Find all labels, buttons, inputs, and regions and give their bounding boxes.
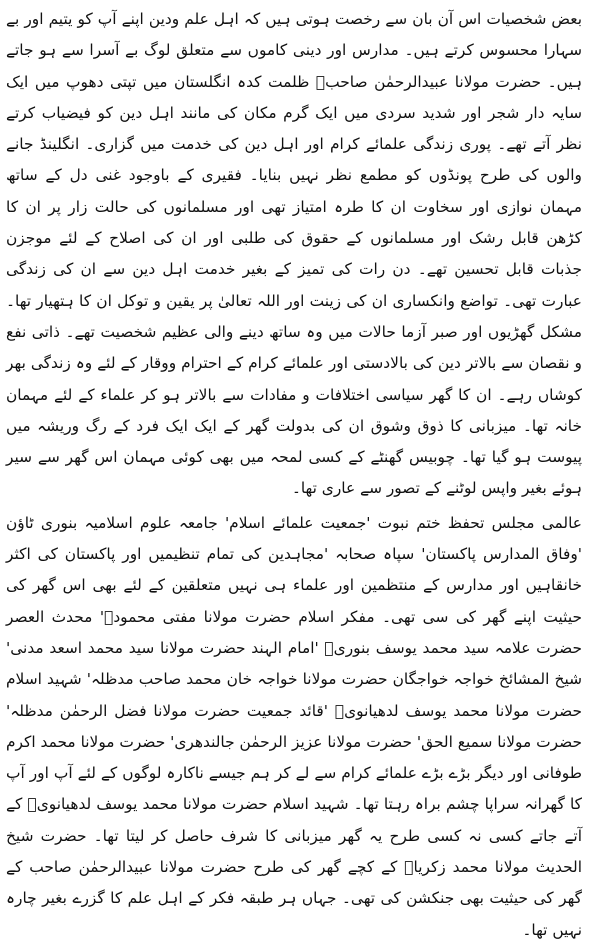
paragraph-1: بعض شخصیات اس آن بان سے رخصت ہوتی ہیں کہ اہل علم ودین اپنے آپ کو یتیم اور بے سہارا محسوس کرتے ہیں۔ مدارس اور دینی کاموں سے متعلق لوگ بے آسرا سے ہو جاتے ہیں۔ حضرت مولانا عبیدالرحمٰن صاحبؒ ظلمت کدہ انگلستان میں تپتی دھوپ میں ایک سایہ دار شجر اور شدید سردی میں ایک گرم مکان کی مانند اہل دین کو فیضیاب کرتے نظر آتے تھے۔ پوری زندگی علمائے کرام اور اہل دین کی خدمت میں گزاری۔ انگلینڈ جانے والوں کی طرح پونڈوں کو مطمع نظر نہیں بنایا۔ فقیری کے باوجود غنی دل کے ساتھ مہمان نوازی اور سخاوت ان کا طرہ امتیاز تھی اور مسلمانوں کی حالت زار پر ان کا کڑھن قابل رشک اور مسلمانوں کے حقوق کی طلبی اور ان کی اصلاح کے لئے موجزن جذبات قابل تحسین تھے۔ دن رات کی تمیز کے بغیر خدمت اہل دین سے ان کی زندگی عبارت تھی۔ تواضع وانکساری ان کی زینت اور اللہ تعالیٰ پر یقین و توکل ان کا ہتھیار تھا۔ مشکل گھڑیوں اور صبر آزما حالات میں وہ ساتھ دینے والی عظیم شخصیت تھے۔ ذاتی نفع و نقصان سے بالاتر دین کی بالادستی اور علمائے کرام کے احترام ووقار کے لئے وہ زندگی بھر کوشاں رہے۔ ان کا گھر سیاسی اختلافات و مفادات سے بالاتر ہو کر علماء کے لئے مہمان خانہ تھا۔ میزبانی کا ذوق وشوق ان کی بدولت گھر کے ایک ایک فرد کے رگ وریشہ میں پیوست ہو گیا تھا۔ چوبیس گھنٹے کے کسی لمحہ میں بھی کوئی مہمان اس گھر سے سیر ہوئے بغیر واپس لوٹنے کے تصور سے عاری تھا۔ bbox=[6, 10, 582, 498]
paragraph-2: عالمی مجلس تحفظ ختم نبوت 'جمعیت علمائے اسلام' جامعہ علوم اسلامیہ بنوری ٹاؤن 'وفاق المدارس پاکستان' سپاہ صحابہ 'مجاہدین کی تمام تنظیمیں اور پاکستان کی اکثر خانقاہیں اور مدارس کے منتظمین اور علماء ہی نہیں متعلقین کے لئے بھی اس گھر کی حیثیت اپنے گھر کی سی تھی۔ مفکر اسلام حضرت مولانا مفتی محمودؒ' محدث العصر حضرت علامہ سید محمد یوسف بنوریؒ 'امام الہند حضرت مولانا سید محمد اسعد مدنی' شیخ المشائخ خواجہ خواجگان حضرت مولانا خواجہ خان محمد صاحب مدظلہ' شہید اسلام حضرت مولانا محمد یوسف لدھیانویؒ 'قائد جمعیت حضرت مولانا فضل الرحمٰن مدظلہ' حضرت مولانا سمیع الحق' حضرت مولانا عزیز الرحمٰن جالندھری' حضرت مولانا محمد اکرم طوفانی اور دیگر بڑے بڑے علمائے کرام سے لے کر ہم جیسے ناکارہ لوگوں کے لئے آپ اور آپ کا گھرانہ سراپا چشم براہ رہتا تھا۔ شہید اسلام حضرت مولانا محمد یوسف لدھیانویؒ کے آتے جاتے کسی نہ کسی طرح یہ گھر میزبانی کا شرف حاصل کر لیتا تھا۔ حضرت شیخ الحدیث مولانا محمد زکریاؒ کے کچے گھر کی طرح حضرت مولانا عبیدالرحمٰن صاحب کے گھر کی حیثیت بھی جنکشن کی تھی۔ جہاں ہر طبقہ فکر کے اہل علم کا گزرے بغیر چارہ نہیں تھا۔ bbox=[6, 513, 582, 939]
